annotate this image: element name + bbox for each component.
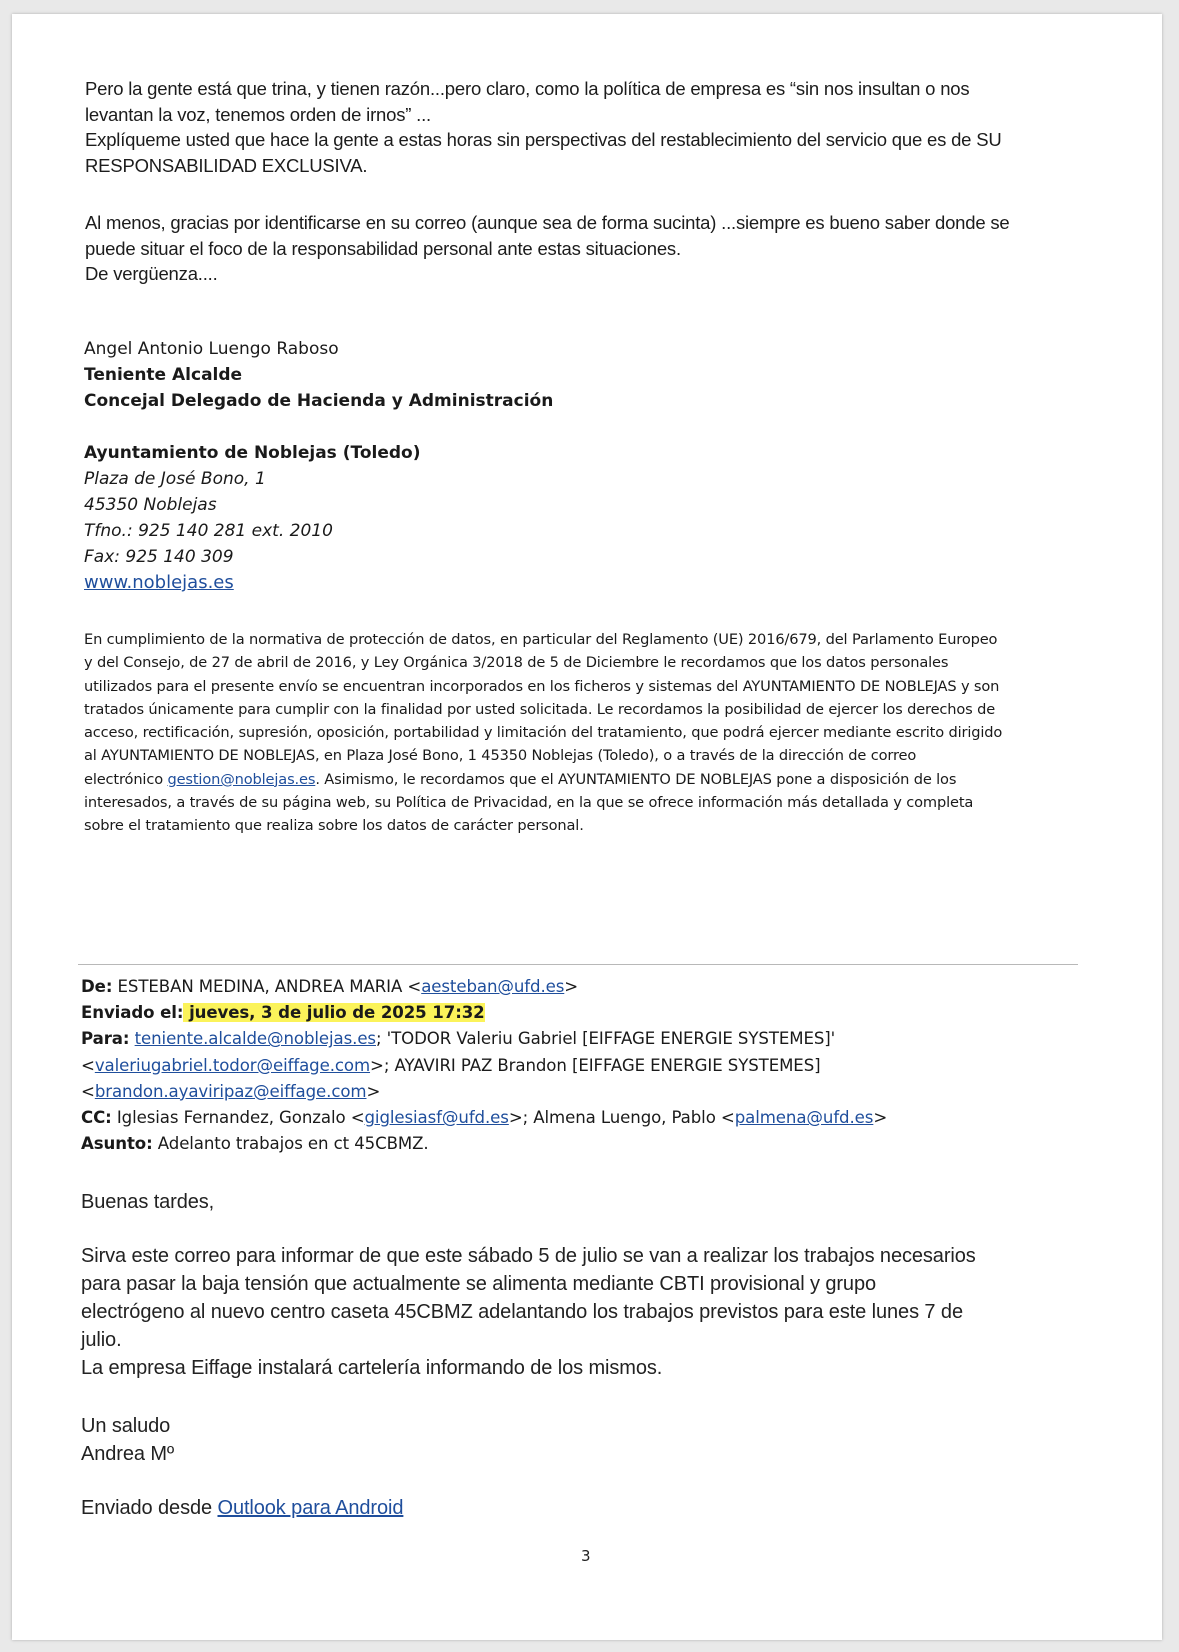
recipient-text: ; 'TODOR Valeriu Gabriel [EIFFAGE ENERGIE SYSTEMES]': [375, 1029, 836, 1049]
sent-date: jueves, 3 de julio de 2025 17:32: [183, 1003, 485, 1023]
email-header: [81, 974, 1081, 1157]
document-page: [12, 14, 1162, 1640]
text-segment: . Asimismo, le recordamos que el AYUNTAMIENTO DE NOBLEJAS pone a disposición de los: [315, 770, 957, 788]
text-line: RESPONSABILIDAD EXCLUSIVA.: [85, 154, 368, 176]
text-segment: <: [81, 1055, 95, 1075]
email-link[interactable]: teniente.alcalde@noblejas.es: [134, 1029, 376, 1049]
cc-text: Iglesias Fernandez, Gonzalo <: [111, 1108, 365, 1128]
message-closing: [81, 1412, 1081, 1468]
field-label: De:: [81, 977, 113, 996]
recipient-text: >; AYAVIRI PAZ Brandon [EIFFAGE ENERGIE SYSTEMES]: [370, 1055, 821, 1075]
text-line: Pero la gente está que trina, y tienen razón...pero claro, como la política de empresa es “sin nos insultan o nos: [85, 78, 970, 99]
closing-line: Andrea Mº: [81, 1443, 175, 1465]
header-from: [81, 974, 1081, 1000]
text-line: julio.: [81, 1329, 122, 1351]
message-body: [81, 1242, 1081, 1382]
message-greeting: Buenas tardes,: [81, 1191, 215, 1213]
email-link[interactable]: valeriugabriel.todor@eiffage.com: [94, 1055, 371, 1075]
paragraph-closing-remark: [85, 210, 1010, 287]
text-line: y del Consejo, de 27 de abril de 2016, y Ley Orgánica 3/2018 de 5 de Diciembre le recordamos que los datos personales: [84, 654, 949, 672]
signature-fax: Fax: 925 140 309: [84, 547, 234, 567]
text-line: al AYUNTAMIENTO DE NOBLEJAS, en Plaza José Bono, 1 45350 Noblejas (Toledo), o a través de la dirección de correo: [84, 747, 917, 765]
text-line: De vergüenza....: [85, 263, 218, 284]
email-link[interactable]: gestion@noblejas.es: [167, 770, 316, 788]
signature-phone: Tfno.: 925 140 281 ext. 2010: [84, 521, 333, 541]
signature-role: Concejal Delegado de Hacienda y Administración: [84, 391, 554, 411]
sent-from-line: [81, 1494, 1081, 1522]
signature-postal: 45350 Noblejas: [84, 495, 217, 515]
text-line: La empresa Eiffage instalará cartelería informando de los mismos.: [81, 1357, 663, 1379]
text-line: interesados, a través de su página web, su Política de Privacidad, en la que se ofrece información más detallada y completa: [84, 794, 974, 812]
outlook-link[interactable]: Outlook para Android: [217, 1497, 404, 1519]
header-to-continued: [81, 1053, 1081, 1079]
field-label: Para:: [81, 1029, 130, 1049]
page-number: 3: [581, 1547, 591, 1565]
privacy-notice: [84, 628, 1102, 838]
website-link[interactable]: www.noblejas.es: [84, 572, 234, 593]
text-line: Al menos, gracias por identificarse en su correo (aunque sea de forma sucinta) ...siempre es bueno saber donde se: [85, 212, 1010, 233]
text-segment: <: [81, 1081, 95, 1101]
text-line: En cumplimiento de la normativa de protección de datos, en particular del Reglamento (UE) 2016/679, del Parlamento Europeo: [84, 631, 998, 648]
header-to-continued: [81, 1079, 1081, 1105]
text-segment: >: [564, 977, 579, 996]
text-line: sobre el tratamiento que realiza sobre los datos de carácter personal.: [84, 817, 584, 835]
signature-organization: Ayuntamiento de Noblejas (Toledo): [84, 443, 421, 463]
header-sent: [81, 1000, 1081, 1026]
email-link[interactable]: giglesiasf@ufd.es: [364, 1108, 509, 1128]
text-line: Sirva este correo para informar de que este sábado 5 de julio se van a realizar los trabajos necesarios: [81, 1245, 976, 1267]
email-link[interactable]: brandon.ayaviripaz@eiffage.com: [94, 1081, 367, 1101]
field-label: Enviado el:: [81, 1003, 184, 1023]
cc-text: >; Almena Luengo, Pablo <: [508, 1108, 735, 1128]
text-segment: >: [366, 1081, 381, 1101]
email-link[interactable]: aesteban@ufd.es: [421, 977, 565, 996]
header-subject: [81, 1131, 1081, 1157]
text-line: para pasar la baja tensión que actualmente se alimenta mediante CBTI provisional y grupo: [81, 1273, 876, 1295]
text-line: levantan la voz, tenemos orden de irnos” ...: [85, 103, 431, 125]
email-link[interactable]: palmena@ufd.es: [734, 1108, 874, 1128]
text-line: puede situar el foco de la responsabilidad personal ante estas situaciones.: [85, 237, 681, 259]
closing-line: Un saludo: [81, 1415, 171, 1437]
signature-role: Teniente Alcalde: [84, 365, 243, 385]
signature-block: [84, 336, 553, 596]
text-segment: >: [873, 1108, 888, 1128]
header-to: [81, 1026, 1081, 1052]
text-line: tratados únicamente para cumplir con la finalidad por usted solicitada. Le recordamos la posibilidad de ejercer los derechos de: [84, 700, 996, 718]
signature-address: Plaza de José Bono, 1: [84, 469, 266, 489]
subject-text: Adelanto trabajos en ct 45CBMZ.: [152, 1134, 429, 1154]
signature-name: Angel Antonio Luengo Raboso: [84, 339, 339, 359]
text-line: electrógeno al nuevo centro caseta 45CBMZ adelantando los trabajos previstos para este lunes 7 de: [81, 1301, 963, 1323]
field-label: Asunto:: [81, 1134, 153, 1154]
email-separator: [78, 964, 1078, 965]
text-line: utilizados para el presente envío se encuentran incorporados en los ficheros y sistemas del AYUNTAMIENTO DE NOBLEJAS y son: [84, 677, 1000, 695]
text-segment: electrónico: [84, 770, 168, 788]
paragraph-complaint: [85, 76, 1002, 178]
header-cc: [81, 1105, 1081, 1131]
field-label: CC:: [81, 1108, 112, 1128]
sender-name: ESTEBAN MEDINA, ANDREA MARIA <: [112, 977, 422, 996]
text-line: Explíqueme usted que hace la gente a estas horas sin perspectivas del restablecimiento del servicio que es de SU: [85, 129, 1002, 150]
text-line: [84, 768, 1102, 791]
text-line: acceso, rectificación, supresión, oposición, portabilidad y limitación del tratamiento, que podrá ejercer mediante escrito dirigido: [84, 724, 1003, 742]
text-segment: Enviado desde: [81, 1497, 218, 1519]
